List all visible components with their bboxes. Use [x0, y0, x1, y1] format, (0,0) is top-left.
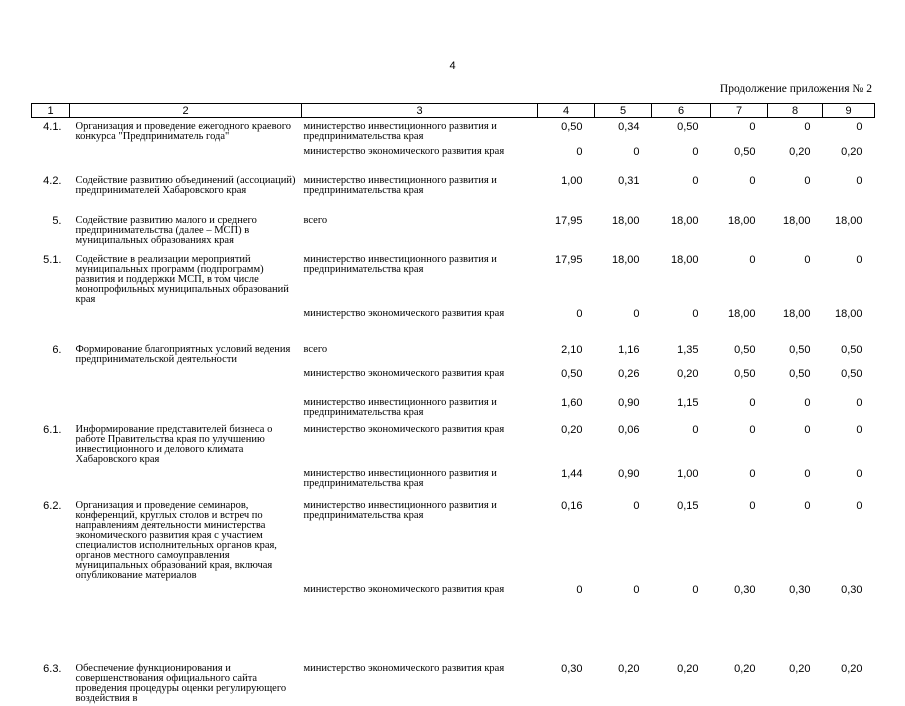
row-amount: 0 [692, 307, 699, 320]
row-code [32, 465, 70, 497]
row-amount: 0,50 [561, 121, 583, 133]
row-amount: 1,35 [677, 343, 699, 356]
row-activity-name: Организация и проведение ежегодного краевого конкурса "Предприниматель года" [75, 121, 292, 142]
row-activity-name: Содействие развитию объединений (ассоциаций) предпринимателей Хабаровского края [75, 174, 296, 196]
column-header: 7 [711, 104, 768, 118]
row-amount: 0,20 [561, 423, 583, 436]
row-amount: 0,30 [561, 662, 583, 675]
row-executor: министерство инвестиционного развития и предпринимательства края [303, 396, 497, 418]
row-activity-name: Содействие развитию малого и среднего предпринимательства (далее – МСП) в муниципальных образованиях края [75, 214, 257, 246]
row-activity-name [70, 465, 302, 497]
row-amount: 0 [692, 145, 699, 158]
row-amount: 0 [692, 423, 699, 436]
row-amount: 1,15 [677, 396, 699, 409]
table-row [32, 212, 875, 251]
row-amount: 0,30 [841, 583, 863, 596]
row-executor: всего [303, 214, 328, 226]
table-row [32, 305, 875, 341]
row-amount: 0 [804, 499, 811, 512]
row-amount: 18,00 [834, 307, 863, 320]
column-header: 9 [823, 104, 875, 118]
row-executor: министерство инвестиционного развития и предпринимательства края [303, 499, 497, 521]
row-amount: 0,90 [618, 467, 640, 480]
row-activity-name [70, 581, 302, 660]
row-amount: 0 [633, 307, 640, 320]
row-activity-name: Информирование представителей бизнеса о работе Правительства края по улучшению инвестиционного и делового климата Хабаровского края [75, 423, 273, 465]
row-executor: министерство инвестиционного развития и предпринимательства края [303, 174, 497, 196]
row-amount: 0 [804, 396, 811, 409]
row-amount: 0 [576, 307, 583, 320]
row-amount: 0,50 [789, 367, 811, 380]
column-header: 3 [302, 104, 538, 118]
table-row [32, 143, 875, 172]
table-header-row [32, 104, 875, 118]
row-amount: 0 [749, 499, 756, 512]
row-amount: 18,00 [670, 214, 699, 227]
row-amount: 1,44 [561, 467, 583, 480]
row-code [32, 365, 70, 394]
row-executor: министерство инвестиционного развития и предпринимательства края [303, 253, 497, 275]
row-amount: 18,00 [834, 214, 863, 227]
table-row [32, 365, 875, 394]
row-amount: 0,15 [677, 499, 699, 512]
row-executor: министерство инвестиционного развития и предпринимательства края [303, 467, 497, 489]
row-amount: 0 [804, 253, 811, 266]
column-header: 1 [32, 104, 70, 118]
row-amount: 0 [633, 583, 640, 596]
table-row [32, 421, 875, 465]
row-executor: министерство экономического развития края [303, 583, 505, 595]
row-code: 6.2. [43, 499, 62, 512]
row-code [32, 394, 70, 421]
row-amount: 2,10 [561, 343, 583, 356]
row-executor: министерство экономического развития края [303, 662, 505, 674]
row-amount: 0,16 [561, 499, 583, 512]
row-code: 6.1. [43, 423, 62, 436]
row-amount: 0,50 [734, 343, 756, 356]
table-row [32, 172, 875, 212]
row-amount: 0,20 [734, 662, 756, 675]
row-executor: министерство экономического развития края [303, 307, 505, 319]
row-amount: 0 [633, 499, 640, 512]
row-activity-name: Формирование благоприятных условий ведения предпринимательской деятельности [75, 343, 291, 365]
row-code: 5.1. [43, 253, 62, 266]
table-row [32, 465, 875, 497]
row-amount: 0,30 [789, 583, 811, 596]
column-header: 4 [538, 104, 595, 118]
row-amount: 1,16 [618, 343, 640, 356]
row-amount: 0 [804, 423, 811, 436]
row-amount: 0 [856, 396, 863, 409]
row-executor: министерство инвестиционного развития и предпринимательства края [303, 121, 497, 142]
row-activity-name [70, 365, 302, 394]
table-row [32, 660, 875, 706]
column-header: 8 [768, 104, 823, 118]
column-header: 5 [595, 104, 652, 118]
row-amount: 1,00 [561, 174, 583, 187]
row-amount: 0,30 [734, 583, 756, 596]
row-amount: 0,50 [677, 121, 699, 133]
row-amount: 0,20 [789, 145, 811, 158]
row-activity-name: Организация и проведение семинаров, конференций, круглых столов и встреч по направлениям деятельности министерства экономического развития края с участием специалистов исполнительных органов края, органов местного самоуправления муниципальных образований края, включая опубликование материалов [75, 499, 277, 581]
row-executor: министерство экономического развития края [303, 367, 505, 379]
row-amount: 0,06 [618, 423, 640, 436]
table-row [32, 251, 875, 305]
row-amount: 0,20 [841, 662, 863, 675]
row-amount: 0,50 [734, 367, 756, 380]
row-amount: 0 [856, 253, 863, 266]
row-activity-name [70, 305, 302, 341]
row-amount: 0 [749, 423, 756, 436]
row-amount: 0 [749, 174, 756, 187]
row-amount: 0,20 [677, 662, 699, 675]
row-code: 5. [52, 214, 62, 227]
row-amount: 18,00 [782, 214, 811, 227]
row-amount: 18,00 [727, 214, 756, 227]
row-amount: 0 [804, 174, 811, 187]
row-amount: 1,00 [677, 467, 699, 480]
row-amount: 0,20 [789, 662, 811, 675]
row-amount: 0,50 [789, 343, 811, 356]
row-amount: 0 [749, 467, 756, 480]
row-amount: 0,20 [618, 662, 640, 675]
appendix-continuation-note: Продолжение приложения № 2 [719, 83, 872, 95]
row-code: 4.1. [43, 121, 62, 133]
row-activity-name [70, 394, 302, 421]
row-executor: всего [303, 343, 328, 355]
row-amount: 0,31 [618, 174, 640, 187]
row-amount: 1,60 [561, 396, 583, 409]
row-code [32, 143, 70, 172]
row-amount: 0 [692, 583, 699, 596]
funding-table [31, 103, 875, 706]
row-amount: 17,95 [554, 253, 583, 266]
row-amount: 0 [804, 467, 811, 480]
table-row [32, 497, 875, 581]
row-executor: министерство экономического развития края [303, 423, 505, 435]
table-row [32, 118, 875, 143]
row-amount: 0 [576, 583, 583, 596]
row-amount: 0 [856, 174, 863, 187]
row-code [32, 305, 70, 341]
row-amount: 0,20 [677, 367, 699, 380]
row-amount: 0,50 [841, 367, 863, 380]
row-amount: 0 [749, 253, 756, 266]
row-amount: 0,50 [734, 145, 756, 158]
row-amount: 0 [633, 145, 640, 158]
table-row [32, 581, 875, 660]
row-amount: 0 [749, 396, 756, 409]
row-activity-name: Содействие в реализации мероприятий муниципальных программ (подпрограмм) развития и поддержки МСП, в том числе монопрофильных муниципальных образований края [75, 253, 289, 305]
page-number: 4 [449, 60, 456, 72]
row-amount: 0 [749, 121, 756, 133]
row-amount: 18,00 [727, 307, 756, 320]
row-amount: 0 [856, 467, 863, 480]
row-amount: 0 [856, 423, 863, 436]
row-executor: министерство экономического развития края [303, 145, 505, 157]
row-amount: 18,00 [782, 307, 811, 320]
row-code: 6. [52, 343, 62, 356]
row-amount: 0 [804, 121, 811, 133]
row-code: 6.3. [43, 662, 62, 675]
row-amount: 0,20 [841, 145, 863, 158]
column-header: 6 [652, 104, 711, 118]
table-row [32, 394, 875, 421]
table-body [32, 118, 875, 706]
table-row [32, 341, 875, 365]
row-amount: 18,00 [611, 253, 640, 266]
row-amount: 18,00 [670, 253, 699, 266]
row-amount: 0,34 [618, 121, 640, 133]
row-amount: 18,00 [611, 214, 640, 227]
row-amount: 0 [576, 145, 583, 158]
row-amount: 0 [856, 121, 863, 133]
row-activity-name [70, 143, 302, 172]
row-amount: 0 [856, 499, 863, 512]
row-amount: 0,26 [618, 367, 640, 380]
row-activity-name: Обеспечение функционирования и совершенствования официального сайта проведения процедуры оценки регулирующего воздействия в [75, 662, 287, 704]
row-code [32, 581, 70, 660]
row-amount: 0,50 [561, 367, 583, 380]
row-amount: 0,90 [618, 396, 640, 409]
row-code: 4.2. [43, 174, 62, 187]
column-header: 2 [70, 104, 302, 118]
row-amount: 0,50 [841, 343, 863, 356]
row-amount: 17,95 [554, 214, 583, 227]
row-amount: 0 [692, 174, 699, 187]
